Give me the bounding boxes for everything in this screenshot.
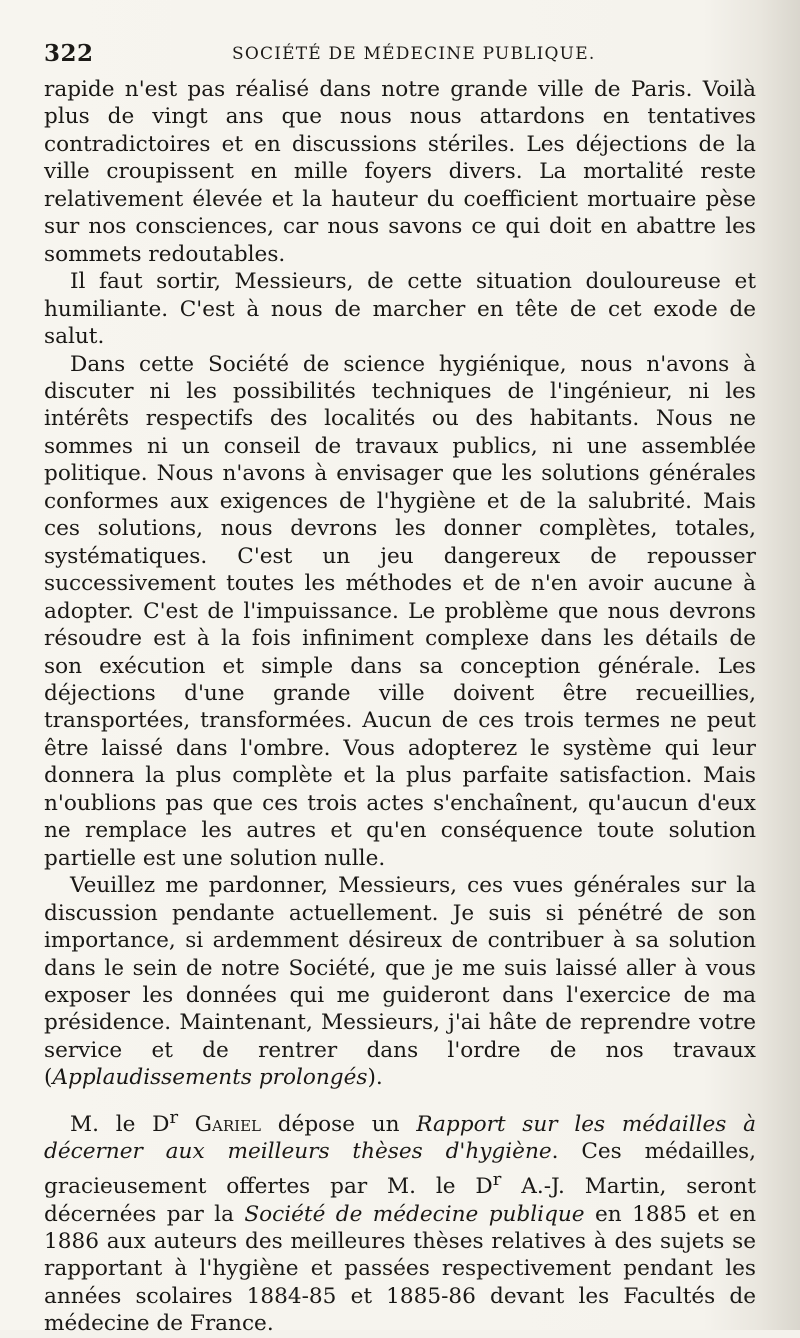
running-head: SOCIÉTÉ DE MÉDECINE PUBLIQUE. — [232, 44, 596, 64]
paragraph-4-text: Veuillez me pardonner, Messieurs, ces vues générales sur la discussion pendante actuellement. Je suis si pénétré de son importance, si ardemment désireux de contribuer à sa solution dans le sein de notre Société, que je me suis laissé aller à vous exposer les données qui me guideront dans l'exercice de ma présidence. Maintenant, Messieurs, j'ai hâte de reprendre votre service et de rentrer dans l'ordre de nos travaux ( — [44, 873, 756, 1091]
paragraph-5-mid1: dépose un — [261, 1111, 417, 1137]
society-name: Société de médecine publique — [244, 1201, 585, 1227]
paragraph-5-mid3: A.-J. Martin, seront décernées par la — [44, 1174, 757, 1227]
author-name: Gariel — [194, 1111, 261, 1137]
paragraph-2: Il faut sortir, Messieurs, de cette situation douloureuse et humiliante. C'est à nous de marcher en tête de cet exode de salut. — [44, 269, 756, 350]
page-body — [44, 76, 756, 1338]
paragraph-5-end: en 1885 et en 1886 aux auteurs des meilleures thèses relatives à des sujets se rapportant à l'hygiène et passées respectivement pendant les années scolaires 1884-85 et 1885-86 devant les Facultés de médecine de France. — [44, 1201, 756, 1337]
paragraph-4 — [44, 872, 756, 1092]
paragraph-5-sup: r — [169, 1106, 179, 1128]
paragraph-4-end: ). — [367, 1065, 383, 1091]
paragraph-1: rapide n'est pas réalisé dans notre grande ville de Paris. Voilà plus de vingt ans que nous nous attardons en tentatives contradictoires et en discussions stériles. Les déjections de la ville croupissent en mille foyers divers. La mortalité reste relativement élevée et la hauteur du coefficient mortuaire pèse sur nos consciences, car nous savons ce qui doit en abattre les sommets redoutables. — [44, 77, 756, 267]
page-number: 322 — [44, 40, 94, 67]
paragraph-5-sup2: r — [492, 1168, 502, 1190]
page-header — [44, 38, 760, 72]
paragraph-3: Dans cette Société de science hygiénique, nous n'avons à discuter ni les possibilités techniques de l'ingénieur, ni les intérêts respectifs des localités ou des habitants. Nous ne sommes ni un conseil de travaux publics, ni une assemblée politique. Nous n'avons à envisager que les solutions générales conformes aux exigences de l'hygiène et de la salubrité. Mais ces solutions, nous devrons les donner complètes, totales, systématiques. C'est un jeu dangereux de repousser successivement toutes les méthodes et de n'en avoir aucune à adopter. C'est de l'impuissance. Le problème que nous devrons résoudre est à la fois infiniment complexe dans les détails de son exécution et simple dans sa conception générale. Les déjections d'une grande ville doivent être recueillies, transportées, transformées. Aucun de ces trois termes ne peut être laissé dans l'ombre. Vous adopterez le système qui leur donnera la plus complète et la plus parfaite satisfaction. Mais n'oublions pas que ces trois actes s'enchaînent, qu'aucun d'eux ne remplace les autres et qu'en conséquence toute solution partielle est une solution nulle. — [44, 351, 756, 871]
paragraph-5 — [44, 1104, 756, 1338]
paragraph-4-italic: Applaudissements prolongés — [52, 1065, 368, 1091]
report-title: Rapport sur les médailles à décerner aux meilleurs thèses d'hygiène — [44, 1111, 756, 1165]
paragraph-5-mid2: . Ces médailles, gracieusement offertes par M. le D — [44, 1139, 757, 1200]
paragraph-5-prefix: M. le D — [70, 1111, 170, 1137]
